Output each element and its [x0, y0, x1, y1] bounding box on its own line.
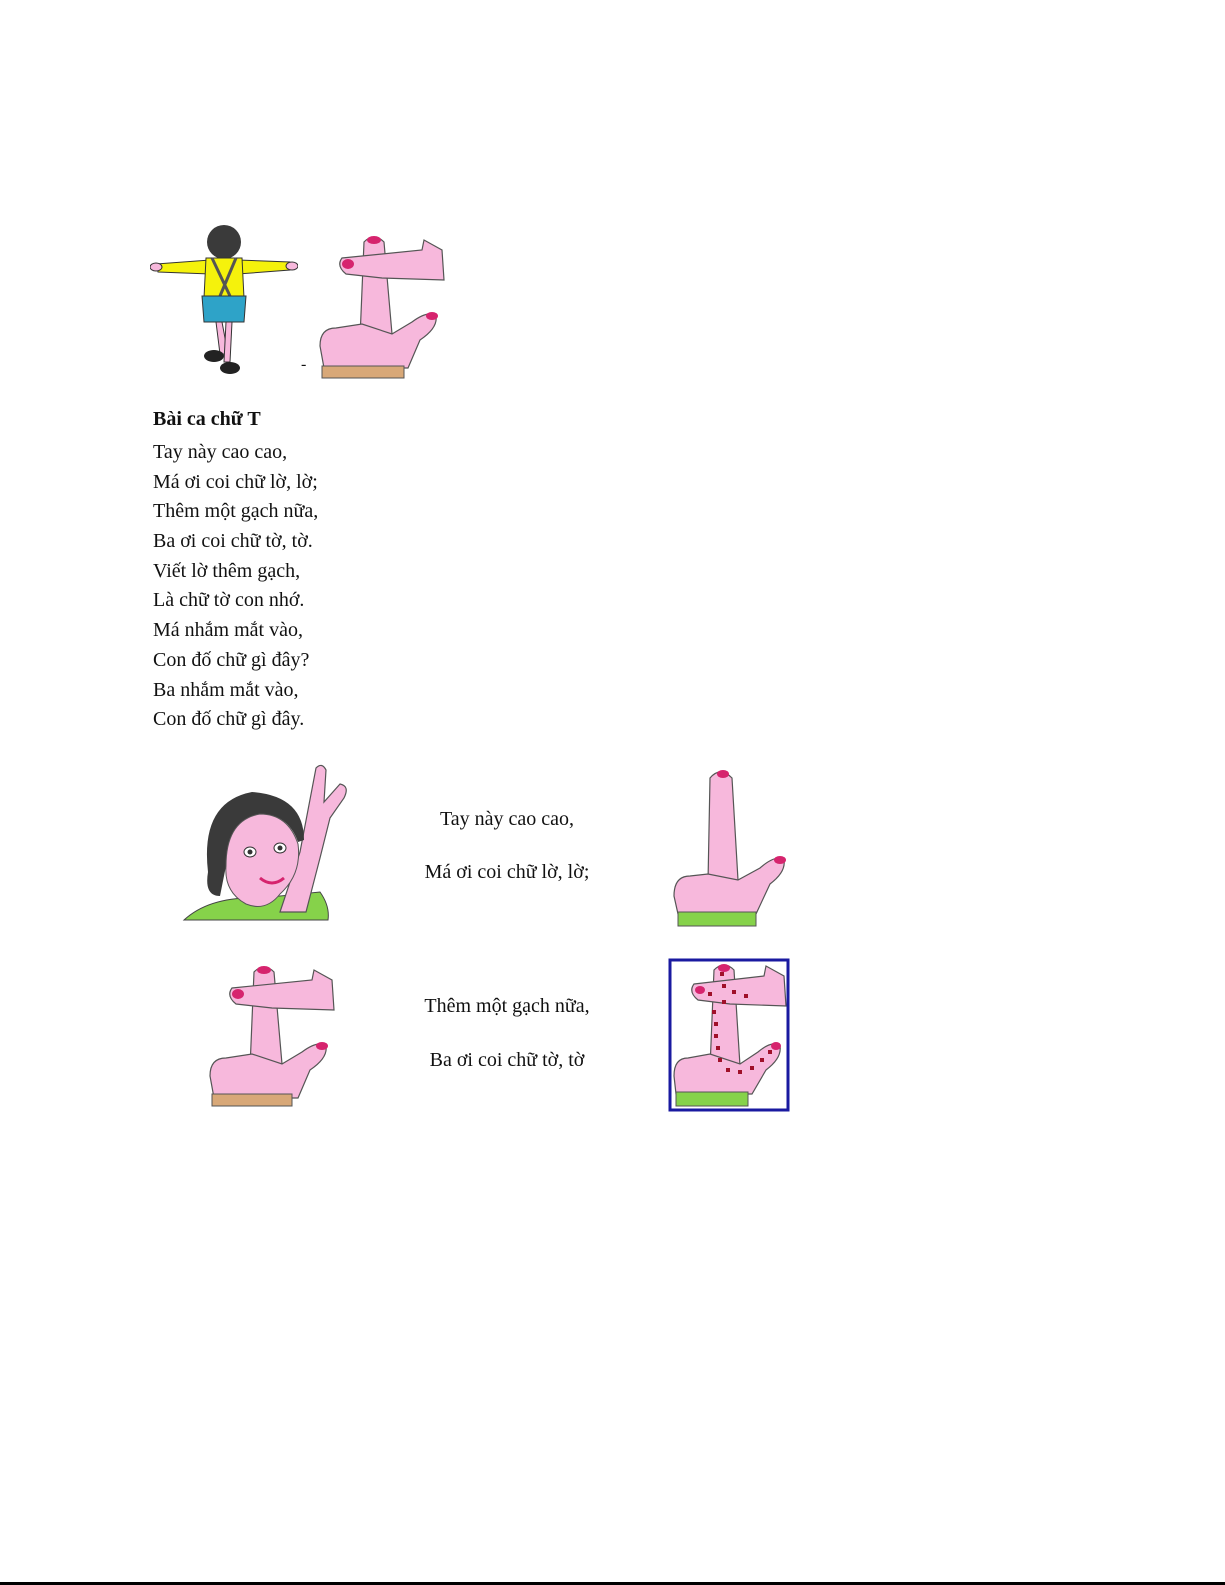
verse-row2-line1: Thêm một gạch nữa, — [424, 995, 590, 1017]
poem-line: Ba nhắm mắt vào, — [153, 678, 299, 701]
dash-mark: - — [301, 356, 307, 373]
poem-line: Là chữ tờ con nhớ. — [153, 589, 305, 612]
poem-line: Má nhắm mắt vào, — [153, 619, 303, 642]
poem-line: Viết lờ thêm gạch, — [153, 559, 301, 582]
poem-line: Ba ơi coi chữ tờ, tờ. — [153, 530, 313, 553]
hand-letter-l-illustration — [668, 764, 790, 928]
poem-lines — [153, 438, 318, 735]
verse-row2-line2: Ba ơi coi chữ tờ, tờ — [429, 1049, 585, 1071]
verse-row1-line2: Má ơi coi chữ lờ, lờ; — [424, 861, 590, 883]
poem-line: Má ơi coi chữ lờ, lờ; — [153, 470, 318, 493]
poem-line: Tay này cao cao, — [153, 441, 288, 463]
poem-title: Bài ca chữ T — [153, 408, 261, 430]
poem-line: Con đố chữ gì đây? — [153, 648, 310, 671]
verse-row1-line1: Tay này cao cao, — [439, 808, 575, 830]
mother-raising-hand-illustration — [180, 762, 360, 930]
hand-letter-t-illustration — [312, 228, 446, 380]
hand-letter-t-illustration-row2 — [202, 958, 336, 1110]
hand-letter-t-dotted-framed-illustration — [668, 958, 792, 1114]
poem-line: Thêm một gạch nữa, — [153, 500, 319, 523]
boy-arms-out-illustration — [150, 222, 298, 382]
poem-line: Con đố chữ gì đây. — [153, 708, 305, 731]
